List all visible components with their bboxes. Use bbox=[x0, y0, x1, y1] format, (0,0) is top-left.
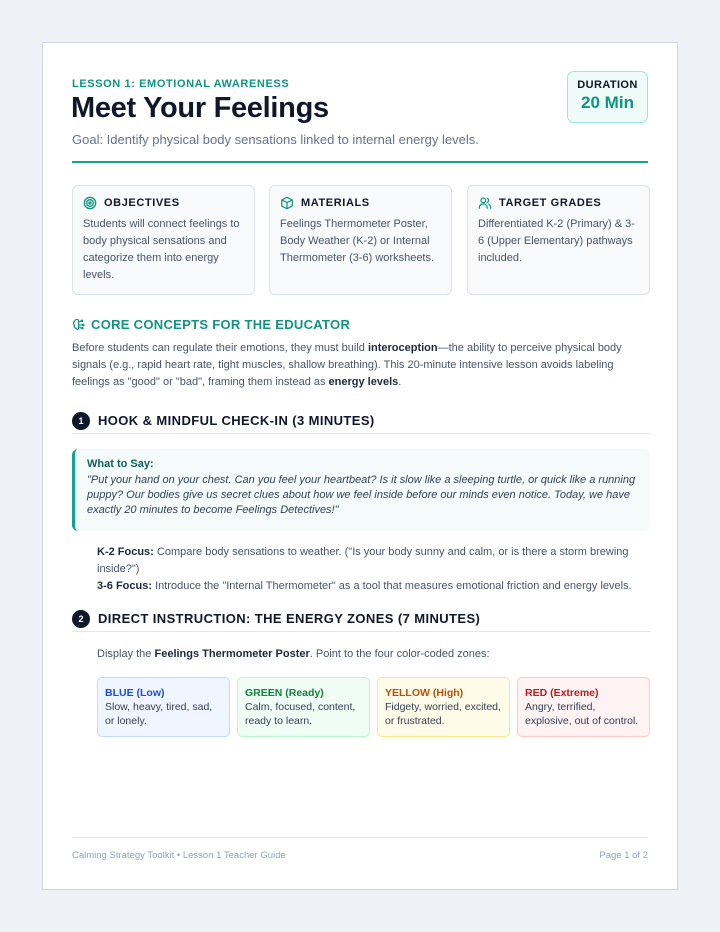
target-grades-card bbox=[467, 185, 650, 295]
step-2-heading bbox=[72, 610, 650, 632]
zone-description: Angry, terrified, explosive, out of control. bbox=[525, 701, 639, 727]
zone-description: Slow, heavy, tired, sad, or lonely. bbox=[105, 701, 213, 727]
step-2-number: 2 bbox=[72, 610, 90, 628]
step-2-intro bbox=[97, 646, 653, 663]
step-2-intro-poster: Feelings Thermometer Poster bbox=[154, 648, 310, 660]
summary-cards bbox=[72, 185, 650, 295]
objectives-card bbox=[72, 185, 255, 295]
zone-green bbox=[237, 677, 370, 737]
zone-red bbox=[517, 677, 650, 737]
core-concepts-heading bbox=[72, 317, 350, 332]
brain-icon bbox=[72, 318, 85, 331]
box-icon bbox=[280, 196, 294, 210]
k2-focus bbox=[97, 544, 653, 578]
materials-title: MATERIALS bbox=[301, 197, 370, 209]
k2-focus-text: Compare body sensations to weather. ("Is your body sunny and calm, or is there a storm brewing inside?") bbox=[97, 546, 629, 575]
core-text-3: . bbox=[398, 376, 402, 388]
materials-card bbox=[269, 185, 452, 295]
step-2-intro-c: . Point to the four color-coded zones: bbox=[309, 648, 490, 660]
objectives-text: Students will connect feelings to body physical sensations and categorize them into energy levels. bbox=[83, 218, 240, 281]
lesson-goal: Goal: Identify physical body sensations linked to internal energy levels. bbox=[72, 132, 479, 147]
step-1-title: HOOK & MINDFUL CHECK-IN (3 MINUTES) bbox=[98, 413, 375, 428]
core-concepts-title: CORE CONCEPTS FOR THE EDUCATOR bbox=[91, 317, 351, 332]
grade-3-6-focus-text: Introduce the "Internal Thermometer" as a tool that measures emotional friction and energy levels. bbox=[152, 580, 632, 592]
lesson-eyebrow: LESSON 1: EMOTIONAL AWARENESS bbox=[72, 78, 290, 90]
zone-name: YELLOW (High) bbox=[385, 687, 464, 699]
grade-3-6-focus bbox=[97, 578, 653, 595]
step-1-number: 1 bbox=[72, 412, 90, 430]
footer-title: Calming Strategy Toolkit • Lesson 1 Teacher Guide bbox=[72, 850, 286, 861]
what-to-say-callout bbox=[72, 449, 650, 531]
core-text-1: Before students can regulate their emotions, they must build bbox=[72, 342, 368, 354]
duration-badge bbox=[567, 71, 648, 123]
users-icon bbox=[478, 196, 492, 210]
duration-value: 20 Min bbox=[581, 93, 634, 112]
lesson-page bbox=[42, 42, 678, 890]
step-2-intro-a: Display the bbox=[97, 648, 155, 660]
objectives-title: OBJECTIVES bbox=[104, 197, 180, 209]
target-icon bbox=[83, 196, 97, 210]
header-divider bbox=[72, 161, 648, 163]
duration-label: DURATION bbox=[577, 79, 638, 91]
zone-name: GREEN (Ready) bbox=[245, 687, 324, 699]
page-footer bbox=[72, 837, 648, 861]
energy-zones bbox=[97, 677, 650, 737]
core-term-interoception: interoception bbox=[367, 342, 438, 354]
zone-description: Calm, focused, content, ready to learn. bbox=[245, 701, 356, 727]
core-text-2: —the ability to perceive physical body signals (e.g., rapid heart rate, tight muscles, shallow breathing). This 20-minute intensive lesson avoids labeling feelings as "good" or "bad", framing them instead as bbox=[72, 342, 622, 388]
what-to-say-quote: "Put your hand on your chest. Can you feel your heartbeat? Is it slow like a sleeping turtle, or quick like a running puppy? Our bodies give us secret clues about how we feel inside before our minds even notice. Today, we have exactly 20 minutes to become Feelings Detectives!" bbox=[87, 474, 636, 516]
core-term-energy-levels: energy levels bbox=[328, 376, 399, 388]
zone-yellow bbox=[377, 677, 510, 737]
what-to-say-label: What to Say: bbox=[87, 458, 154, 470]
zone-description: Fidgety, worried, excited, or frustrated. bbox=[385, 701, 501, 727]
page-title: Meet Your Feelings bbox=[71, 92, 329, 124]
target-grades-title: TARGET GRADES bbox=[499, 197, 602, 209]
zone-blue bbox=[97, 677, 230, 737]
page-number: Page 1 of 2 bbox=[599, 850, 648, 861]
grade-3-6-focus-label: 3-6 Focus: bbox=[97, 580, 153, 592]
core-concepts-paragraph bbox=[72, 340, 650, 391]
zone-name: RED (Extreme) bbox=[525, 687, 599, 699]
step-1-heading bbox=[72, 412, 650, 434]
zone-name: BLUE (Low) bbox=[105, 687, 165, 699]
target-grades-text: Differentiated K-2 (Primary) & 3-6 (Upper Elementary) pathways included. bbox=[478, 218, 635, 264]
materials-text: Feelings Thermometer Poster, Body Weather (K-2) or Internal Thermometer (3-6) worksheets. bbox=[280, 218, 435, 264]
k2-focus-label: K-2 Focus: bbox=[97, 546, 154, 558]
step-2-title: DIRECT INSTRUCTION: THE ENERGY ZONES (7 MINUTES) bbox=[98, 611, 481, 626]
